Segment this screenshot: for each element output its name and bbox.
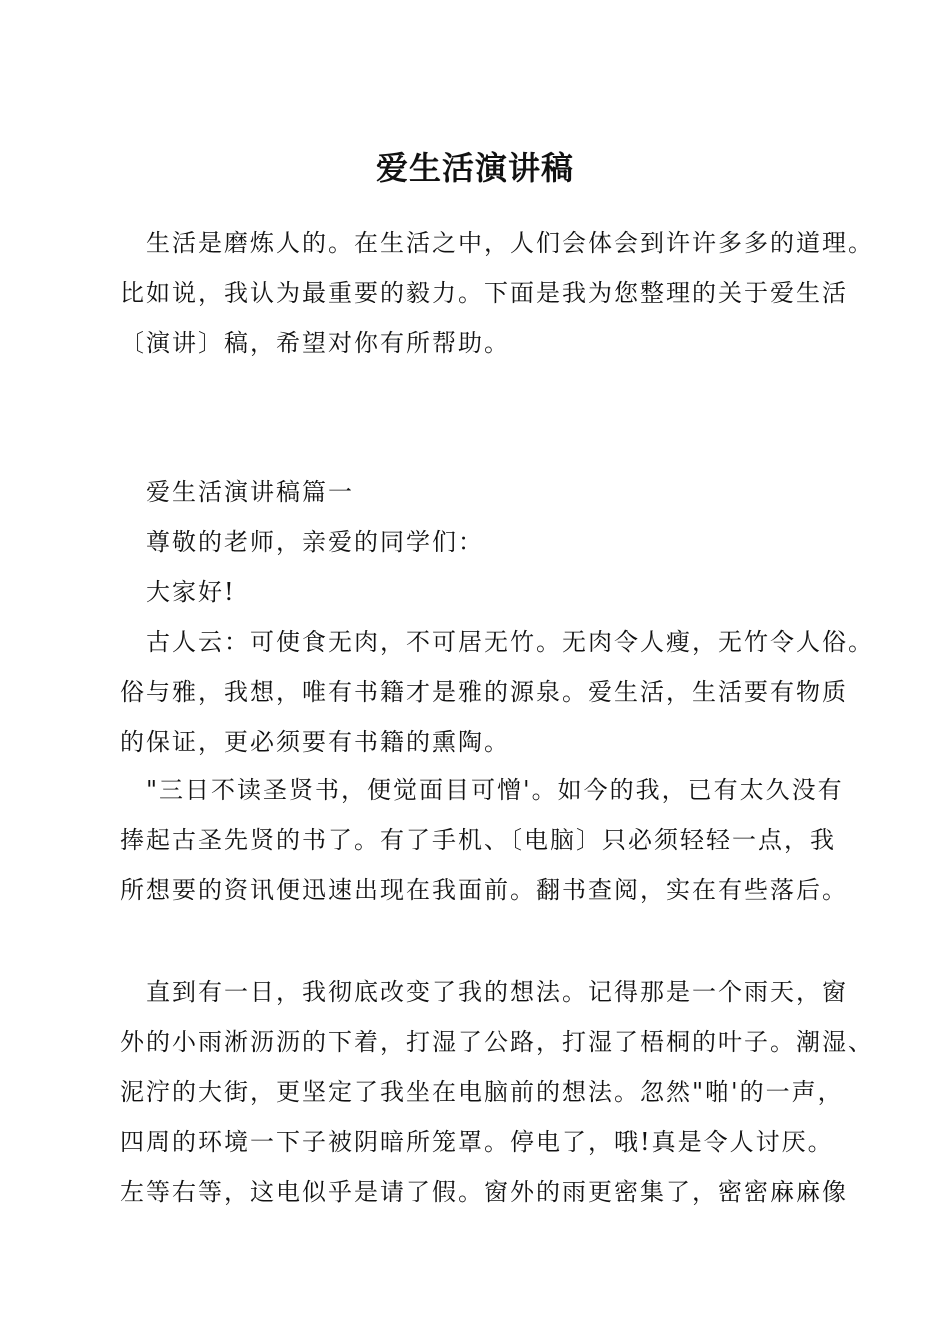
- text-line: 生活是磨炼人的。在生活之中，人们会体会到许许多多的道理。: [146, 229, 874, 257]
- salutation: 尊敬的老师，亲爱的同学们：: [146, 528, 484, 556]
- section-heading-block: [120, 467, 855, 617]
- text-line: 〔演讲〕稿，希望对你有所帮助。: [120, 329, 510, 357]
- section-heading: 爱生活演讲稿篇一: [146, 478, 354, 506]
- text-line: 的保证，更必须要有书籍的熏陶。: [120, 728, 510, 756]
- text-line: "三日不读圣贤书，便觉面目可憎'。如今的我，已有太久没有: [146, 776, 844, 804]
- text-line: 外的小雨淅沥沥的下着，打湿了公路，打湿了梧桐的叶子。潮湿、: [120, 1028, 874, 1056]
- text-line: 古人云：可使食无肉，不可居无竹。无肉令人瘦，无竹令人俗。: [146, 628, 874, 656]
- text-line: 比如说，我认为最重要的毅力。下面是我为您整理的关于爱生活: [120, 279, 848, 307]
- text-line: 所想要的资讯便迅速出现在我面前。翻书查阅，实在有些落后。: [120, 876, 848, 904]
- document-title: 爱生活演讲稿: [375, 149, 574, 187]
- text-line: 俗与雅，我想，唯有书籍才是雅的源泉。爱生活，生活要有物质: [120, 678, 848, 706]
- text-line: 捧起古圣先贤的书了。有了手机、〔电脑〕只必须轻轻一点，我: [120, 826, 836, 854]
- text-line: 泥泞的大街，更坚定了我坐在电脑前的想法。忽然"啪'的一声，: [120, 1078, 844, 1106]
- paragraph-1: [120, 617, 874, 767]
- intro-paragraph: [120, 218, 874, 368]
- paragraph-2: [120, 765, 855, 915]
- paragraph-3: [120, 967, 874, 1217]
- text-line: 四周的环境一下子被阴暗所笼罩。停电了，哦!真是令人讨厌。: [120, 1128, 834, 1156]
- text-line: 左等右等，这电似乎是请了假。窗外的雨更密集了，密密麻麻像: [120, 1178, 848, 1206]
- text-line: 直到有一日，我彻底改变了我的想法。记得那是一个雨天，窗: [146, 978, 848, 1006]
- greeting: 大家好!: [146, 578, 236, 606]
